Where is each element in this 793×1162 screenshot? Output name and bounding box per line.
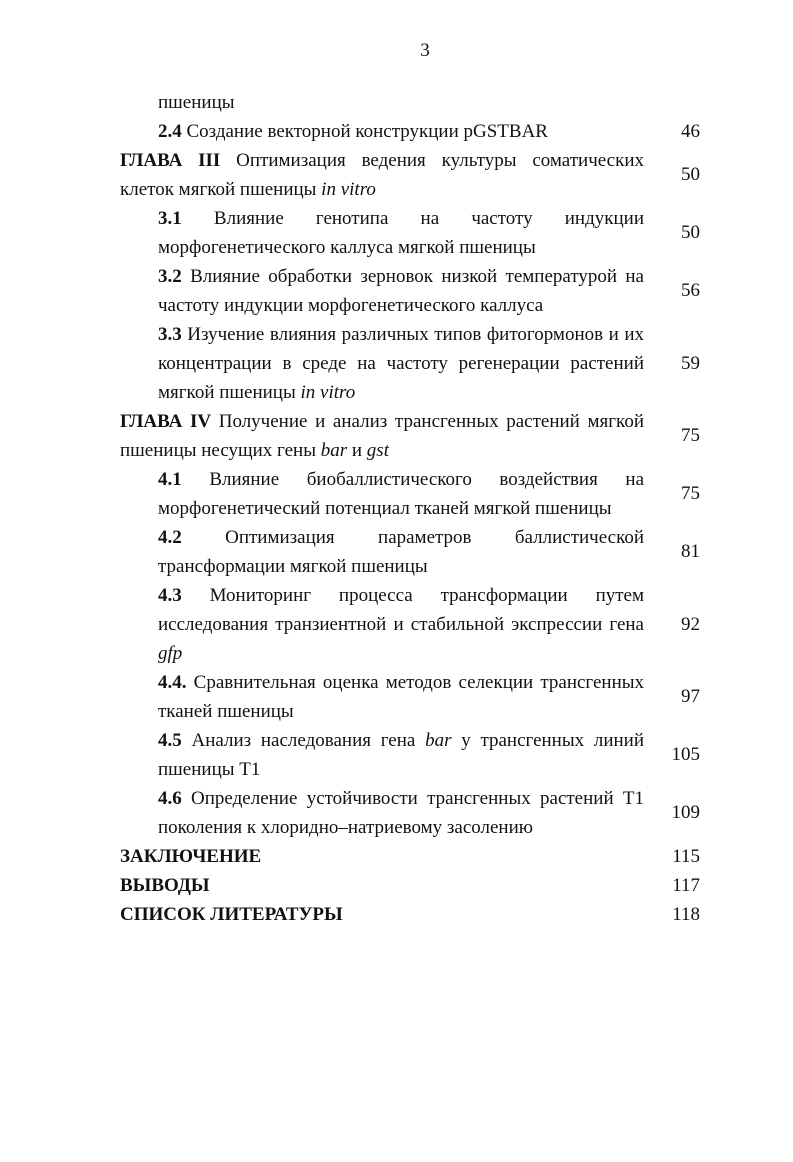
chapter-title: Оптимизация ведения культуры соматических клеток мягкой пшеницы xyxy=(120,150,645,200)
toc-entry-4-6[interactable] xyxy=(120,784,700,842)
page-ref: 46 xyxy=(681,120,700,142)
toc-continuation: пшеницы xyxy=(158,92,235,113)
page-ref: 115 xyxy=(672,845,700,867)
toc-entry-4-1[interactable] xyxy=(120,465,700,523)
page-ref: 117 xyxy=(672,874,700,896)
page-ref: 56 xyxy=(681,280,700,301)
toc-entry-references[interactable] xyxy=(120,900,700,929)
section-number: 4.1 xyxy=(158,469,182,490)
chapter-label: ГЛАВА IV xyxy=(120,411,212,432)
toc-entry-4-4[interactable] xyxy=(120,668,700,726)
toc-entry-3-2[interactable] xyxy=(120,262,700,320)
toc-entry-4-3[interactable] xyxy=(120,581,700,668)
section-number: 2.4 xyxy=(158,121,182,142)
page-ref: 50 xyxy=(681,164,700,185)
section-title: Сравнительная оценка методов селекции трансгенных тканей пшеницы xyxy=(158,672,645,722)
section-number: 3.2 xyxy=(158,266,182,287)
table-of-contents xyxy=(120,88,700,929)
toc-entry-3-3[interactable] xyxy=(120,320,700,407)
section-title: ВЫВОДЫ xyxy=(120,875,210,896)
section-title: СПИСОК ЛИТЕРАТУРЫ xyxy=(120,904,343,925)
page-ref: 75 xyxy=(681,425,700,446)
section-title: Оптимизация параметров баллистической трансформации мягкой пшеницы xyxy=(158,527,645,577)
toc-entry-conclusion[interactable] xyxy=(120,842,700,871)
gene-name-italic: bar xyxy=(425,730,452,751)
section-number: 3.3 xyxy=(158,324,182,345)
page-number: 3 xyxy=(420,40,430,61)
section-title: ЗАКЛЮЧЕНИЕ xyxy=(120,846,262,867)
section-title-cont: у трансгенных линий пшеницы Т1 xyxy=(158,730,645,780)
section-number: 4.2 xyxy=(158,527,182,548)
toc-entry-3-1[interactable] xyxy=(120,204,700,262)
section-title: Анализ наследования гена xyxy=(191,730,416,751)
section-number: 3.1 xyxy=(158,208,182,229)
chapter-title: Получение и анализ трансгенных растений мягкой пшеницы несущих гены xyxy=(120,411,644,461)
page-ref: 59 xyxy=(681,352,700,374)
section-number: 4.5 xyxy=(158,730,182,751)
page-ref: 118 xyxy=(672,903,700,925)
section-title: Мониторинг процесса трансформации путем исследования транзиентной и стабильной экспрессии гена xyxy=(158,585,645,635)
section-number: 4.6 xyxy=(158,788,182,809)
page-ref: 50 xyxy=(681,222,700,243)
gene-name-italic: bar xyxy=(320,440,348,461)
conjunction: и xyxy=(351,440,363,461)
chapter-label: ГЛАВА III xyxy=(120,150,221,171)
page-ref: 92 xyxy=(681,613,700,635)
gene-name-italic: gst xyxy=(366,440,389,461)
page-ref: 81 xyxy=(681,541,700,562)
section-number: 4.3 xyxy=(158,585,182,606)
toc-entry-findings[interactable] xyxy=(120,871,700,900)
section-title: Создание векторной конструкции pGSTBAR xyxy=(186,121,548,142)
toc-entry-4-5[interactable] xyxy=(120,726,700,784)
toc-entry-2-4[interactable] xyxy=(120,117,700,146)
page-ref: 109 xyxy=(671,802,700,823)
section-title: Изучение влияния различных типов фитогормонов и их концентрации в среде на частоту регенерации растений мягкой пшеницы xyxy=(158,324,644,403)
section-title: Определение устойчивости трансгенных растений Т1 поколения к хлоридно–натриевому засолению xyxy=(158,788,645,838)
page-ref: 105 xyxy=(671,744,700,765)
section-number: 4.4. xyxy=(158,672,187,693)
toc-entry-chapter-3[interactable] xyxy=(120,146,700,204)
chapter-title-italic: in vitro xyxy=(321,179,376,200)
section-title: Влияние обработки зерновок низкой температурой на частоту индукции морфогенетического каллуса xyxy=(158,266,644,316)
gene-name-italic: gfp xyxy=(158,643,183,664)
section-title-italic: in vitro xyxy=(300,382,356,403)
page-ref: 75 xyxy=(681,483,700,504)
toc-entry-chapter-4[interactable] xyxy=(120,407,700,465)
toc-entry-4-2[interactable] xyxy=(120,523,700,581)
section-title: Влияние генотипа на частоту индукции морфогенетического каллуса мягкой пшеницы xyxy=(158,208,644,258)
section-title: Влияние биобаллистического воздействия на морфогенетический потенциал тканей мягкой пшеницы xyxy=(158,469,644,519)
page-ref: 97 xyxy=(681,686,700,707)
